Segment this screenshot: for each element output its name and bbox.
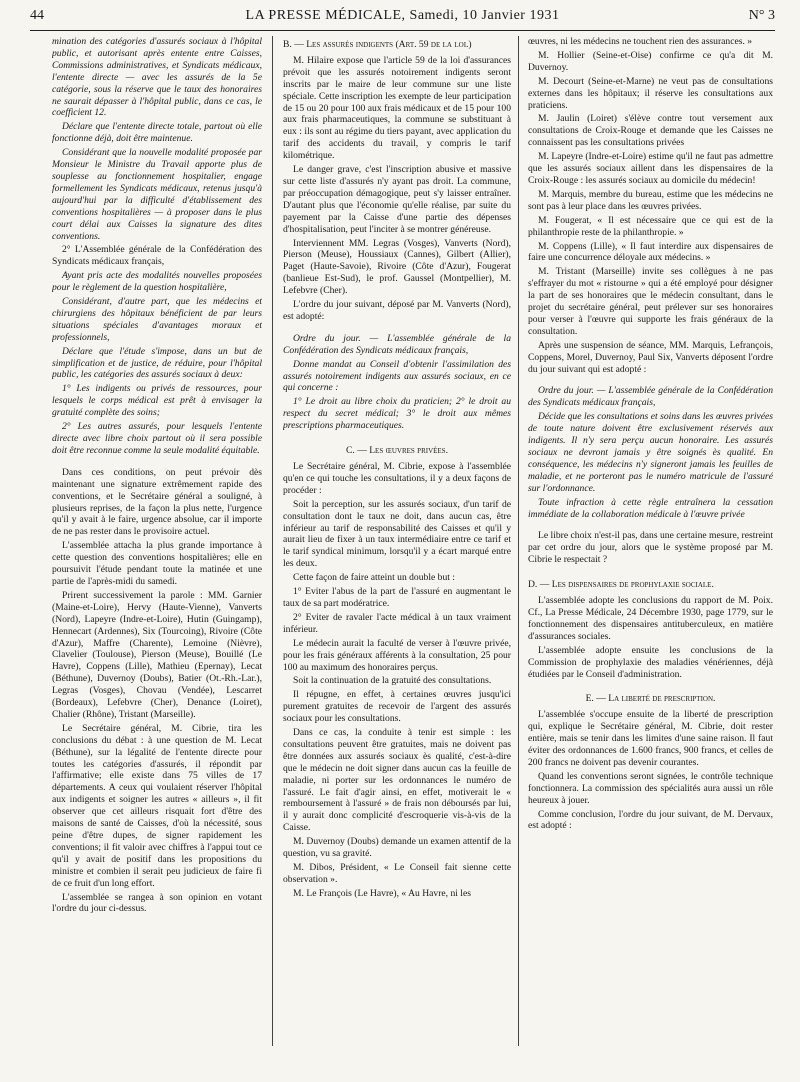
page-number: 44: [30, 8, 44, 23]
paragraph: Toute infraction à cette règle entraînera la cessation immédiate de la collaboration médicale à l'œuvre privée: [528, 496, 773, 520]
paragraph: Dans ces conditions, on peut prévoir dès maintenant une signature extrêmement rapide des conventions, et le Secrétaire général a souligné, à plusieurs reprises, de la façon la plus nette, l'urgence qu'il y avait à le faire, urgence absolue, car il importe de ne pas rester dans le provisoire actuel.: [52, 466, 262, 538]
ordre-du-jour: Ordre du jour. — L'assemblée générale de la Confédération des Syndicats médicaux français,: [283, 332, 511, 356]
paragraph: M. Jaulin (Loiret) s'élève contre tout versement aux consultations de Croix-Rouge et demande que les Caisses ne connaissent pas les consultations privées: [528, 113, 773, 149]
paragraph: M. Fougerat, « Il est nécessaire que ce qui est de la philanthropie reste de la philanthropie. »: [528, 214, 773, 238]
paragraph: 1° Eviter l'abus de la part de l'assuré en augmentant le taux de sa part modératrice.: [283, 586, 511, 609]
paragraph: Ayant pris acte des modalités nouvelles proposées pour le règlement de la question hospitalière,: [52, 270, 262, 294]
column-divider: [272, 36, 273, 1046]
paragraph: 2° Eviter de ravaler l'acte médical à un taux vraiment inférieur.: [283, 611, 511, 635]
section-heading-c: C. — Les œuvres privées.: [346, 445, 448, 457]
paragraph: M. Dibos, Président, « Le Conseil fait sienne cette observation ».: [283, 862, 511, 885]
column-divider: [518, 36, 519, 1046]
column-1: [52, 36, 262, 1036]
paragraph: Considérant que la nouvelle modalité proposée par Monsieur le Ministre du Travail apporte plus de souplesse au fonctionnement hospitalier, engage formellement les Syndicats médicaux, retenus jusqu'à aujourd'hui par la difficulté d'établissement des conventions hospitalières — à proposer dans le plus court délai aux Caisses la signature des dites conventions.: [52, 147, 262, 242]
paragraph: L'assemblée se rangea à son opinion en votant l'ordre du jour ci-dessus.: [52, 891, 262, 915]
paragraph: M. Duvernoy (Doubs) demande un examen attentif de la question, vu sa gravité.: [283, 836, 511, 860]
paragraph: mination des catégories d'assurés sociaux à l'hôpital public, et autorisant après entente entre Caisses, Commissions administratives, et Syndicats médicaux, l'entente directe — avec les assurés de la 5e catégorie, sous la réserve que le taux des honoraires ne saurait dépasser à l'hôpital public, dans ce cas, le coefficient 12.: [52, 36, 262, 119]
paragraph: M. Le François (Le Havre), « Au Havre, ni les: [293, 887, 471, 899]
paragraph: Considérant, d'autre part, que les médecins et chirurgiens des hôpitaux bénéficient de par leurs situations spéciales d'avantages moraux et professionnels,: [52, 296, 262, 343]
paragraph: L'assemblée s'occupe ensuite de la liberté de prescription qui, explique le Secrétaire général, M. Cibrie, doit rester entière, mais se tenir dans les limites d'une saine raison. Il faut éviter des ordonnances de 1.600 francs, 900 francs, et celles de 200 francs ne doivent pas devenir courantes.: [528, 709, 773, 768]
paragraph: Donne mandat au Conseil d'obtenir l'assimilation des assurés notoirement indigents aux assurés sociaux, en ce qui concerne :: [283, 358, 511, 394]
paragraph: L'assemblée attacha la plus grande importance à cette question des conventions hospitalières; elle en poursuivit l'étude pendant toute la matinée et une partie de l'après-midi du samedi.: [52, 540, 262, 587]
paragraph: œuvres, ni les médecins ne touchent rien des assurances. »: [528, 36, 753, 47]
paragraph: M. Hollier (Seine-et-Oise) confirme ce qu'a dit M. Duvernoy.: [528, 49, 773, 73]
paragraph: Interviennent MM. Legras (Vosges), Vanverts (Nord), Pierson (Meuse), Houssiaux (Cannes), Gilbert (Allier), Paget (Haute-Savoie), Rivoire (Côte d'Azur), Fougerat (banlieue Est-Sud), le prof. Gaussel (Montpellier), M. Lefebvre (Cher).: [283, 237, 511, 297]
paragraph: Comme conclusion, l'ordre du jour suivant, de M. Dervaux, est adopté :: [528, 808, 773, 832]
paragraph: 1° Les indigents ou privés de ressources, pour lesquels le corps médical est prêt à envisager la gratuité complète des soins;: [52, 383, 262, 419]
paragraph: L'assemblée adopte les conclusions du rapport de M. Poix. Cf., La Presse Médicale, 24 Décembre 1930, page 1779, sur le fonctionnement des dispensaires antituberculeux, en matière d'assurances sociales.: [528, 595, 773, 642]
header-rule: [30, 30, 775, 31]
section-heading-e: E. — La liberté de prescription.: [585, 693, 716, 705]
column-2: [283, 36, 511, 1036]
page-header: [30, 6, 775, 28]
paragraph: M. Hilaire expose que l'article 59 de la loi d'assurances prévoit que les assurés notoirement indigents seront inscrits par le maire de leur commune sur une liste spéciale. Cette inscription les exempte de leur participation de 15 ou 20 pour 100 aux frais médicaux et de 15 pour 100 aux frais pharmaceutiques, la commune se substituant à eux : ils sont au régime du tiers payant, avec application du tarif des accidents du travail, y compris le tarif kilométrique.: [283, 54, 511, 162]
paragraph: Le danger grave, c'est l'inscription abusive et massive sur cette liste d'assurés n'y ayant pas droit. La commune, par préoccupation démagogique, peut s'y laisser entraîner. D'autant plus que l'économie qu'elle réalise, par suite du payement par la Caisse d'une partie des dépenses d'hospitalisation, peut l'inciter à se montrer généreuse.: [283, 164, 511, 235]
paragraph: Déclare que l'entente directe totale, partout où elle fonctionne déjà, doit être maintenue.: [52, 121, 262, 145]
paragraph: Cette façon de faire atteint un double but :: [293, 572, 455, 584]
paragraph: 1° Le droit au libre choix du praticien; 2° le droit au respect du secret médical; 3° le droit aux mêmes prescriptions pharmaceutiques.: [283, 396, 511, 432]
paragraph: M. Marquis, membre du bureau, estime que les médecins ne sont pas à leur place dans les œuvres privées.: [528, 188, 773, 212]
paragraph: 2° L'Assemblée générale de la Confédération des Syndicats médicaux français,: [52, 244, 262, 268]
paragraph: Décide que les consultations et soins dans les œuvres privées de toute nature doivent être exclusivement réservés aux indigents. Il n'y sera perçu aucun honoraire. Les assurés sociaux ne devront jamais y être soignés ès qualité. En conséquence, les médecins n'y signeront jamais les feuilles de maladie, et ne porteront pas le numéro matricule de l'assuré sur l'ordonnance.: [528, 411, 773, 494]
paragraph: Quand les conventions seront signées, le contrôle technique fonctionnera. La commission des spécialités aura aussi un rôle heureux à jouer.: [528, 770, 773, 806]
issue-number: N° 3: [748, 8, 775, 23]
paragraph: M. Tristant (Marseille) invite ses collègues à ne pas s'effrayer du mot « ristourne » qui a été employé pour désigner la part de ses honoraires que le médecin consultant, dans le projet du secrétaire général, peut prélever sur ses honoraires pour verser à l'œuvre qui supporte les frais généraux de la consultation.: [528, 266, 773, 337]
paragraph: M. Decourt (Seine-et-Marne) ne veut pas de consultations externes dans les hôpitaux; il réserve les consultations aux praticiens.: [528, 75, 773, 111]
paragraph: Dans ce cas, la conduite à tenir est simple : les consultations peuvent être gratuites, mais ne doivent pas être données aux assurés sociaux ès qualité, c'est-à-dire que le médecin ne doit signer dans aucun cas la feuille de maladie, ni porter sur les ordonnances le numéro de l'assuré. Le fait d'agir ainsi, en effet, motiverait le « remboursement à l'assuré » de frais non déboursés par lui, il y aurait donc complicité d'escroquerie vis-à-vis de la Caisse.: [283, 727, 511, 834]
paragraph: Le médecin aurait la faculté de verser à l'œuvre privée, pour les frais généraux afférents à la consultation, 25 pour 100 au maximum des honoraires perçus.: [283, 637, 511, 673]
paragraph: Le Secrétaire général, M. Cibrie, expose à l'assemblée qu'en ce qui touche les consultations, il y a deux façons de procéder :: [283, 461, 511, 496]
paragraph: Prirent successivement la parole : MM. Garnier (Maine-et-Loire), Hervy (Haute-Vienne), Vanverts (Nord), Lapeyre (Indre-et-Loire), Hutin (Guingamp), Hennecart (Ardennes), Six (Tourcoing), Rivoire (Côte d'Azur), Maffre (Charente), Lemoine (Nièvre), Clavelier (Toulouse), Pierson (Meuse), Bouillé (Le Havre), Coppens (Lille), Mathieu (Epernay), Lecat (Béthune), Duvernoy (Doubs), Batier (Ot.-Rh.-Lar.), Legras (Vosges), Chovau (Vendée), Lescarret (Bordeaux), Lefebvre (Cher), Denance (Loiret), Chalier (Rhône), Tristant (Marseille).: [52, 589, 262, 720]
paragraph: L'assemblée adopte ensuite les conclusions de la Commission de prophylaxie des maladies vénériennes, déjà étudiées par le Conseil d'administration.: [528, 644, 773, 680]
paragraph: M. Lapeyre (Indre-et-Loire) estime qu'il ne faut pas admettre que les assurés sociaux aillent dans les dispensaires de la Croix-Rouge : les assurés sociaux au domicile du médecin!: [528, 151, 773, 186]
journal-title: LA PRESSE MÉDICALE, Samedi, 10 Janvier 1931: [245, 8, 560, 23]
section-heading-b: B. — Les assurés indigents (Art. 59 de la loi.): [283, 39, 472, 50]
paragraph: Le libre choix n'est-il pas, dans une certaine mesure, restreint par cet ordre du jour, alors que le système proposé par M. Cibrie le respectait ?: [528, 530, 773, 566]
paragraph: Soit la perception, sur les assurés sociaux, d'un tarif de consultation dont le taux ne doit, dans aucun cas, être inférieur au tarif de responsabilité des Caisses et qu'il y aurait lieu de fixer à un taux intermédiaire entre ce tarif et le tarif syndical minimum, lorsqu'il y a écart marqué entre les deux.: [283, 498, 511, 570]
paragraph: Déclare que l'étude s'impose, dans un but de simplification et de justice, de réduire, pour l'hôpital public, les catégories des assurés sociaux à deux:: [52, 345, 262, 381]
paragraph: Le Secrétaire général, M. Cibrie, tira les conclusions du débat : à une question de M. Lecat (Béthune), sur la légalité de l'entente directe pour toutes les catégories d'assurés, il répondit par l'affirmative; elle existe dans 75 villes de 17 départements. A ceux qui voulaient réserver l'hôpital aux indigents et soigner les autres « ailleurs », il fit observer que cet ailleurs risquait fort d'être des maisons de santé de Caisses, d'où la nécessité, sous peine d'être dupes, de signer rapidement les conventions; il fit valoir avec chiffres à l'appui tout ce qu'il y avait de positif dans les propositions du ministre et combien il serait peu judicieux de faire fi de ce fruit d'un long effort.: [52, 722, 262, 889]
paragraph: Après une suspension de séance, MM. Marquis, Lefrançois, Coppens, Morel, Duvernoy, Paul Six, Vanverts déposent l'ordre du jour suivant qui est adopté :: [528, 339, 773, 375]
paragraph: Il répugne, en effet, à certaines œuvres jusqu'ici purement gratuites de recevoir de l'argent des assurés sociaux pour les consultations.: [283, 689, 511, 725]
column-3: [528, 36, 773, 1036]
section-heading-d: D. — Les dispensaires de prophylaxie sociale.: [528, 579, 714, 591]
paragraph: L'ordre du jour suivant, déposé par M. Vanverts (Nord), est adopté:: [283, 299, 511, 322]
paragraph: 2° Les autres assurés, pour lesquels l'entente directe avec libre choix partout où il sera possible doit être reconnue comme la seule modalité équitable.: [52, 421, 262, 456]
paragraph: M. Coppens (Lille), « Il faut interdire aux dispensaires de faire une concurrence déloyale aux médecins. »: [528, 240, 773, 264]
ordre-du-jour: Ordre du jour. — L'assemblée générale de la Confédération des Syndicats médicaux français,: [528, 385, 773, 409]
paragraph: Soit la continuation de la gratuité des consultations.: [293, 675, 492, 687]
